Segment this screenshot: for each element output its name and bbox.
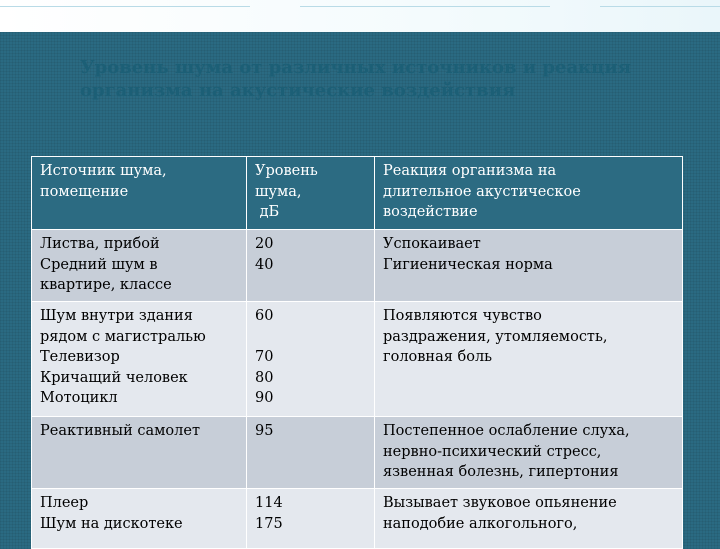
cell-text: Кричащий человек xyxy=(40,369,188,386)
header-text: Источник шума, xyxy=(40,163,167,179)
cell-text: Реактивный самолет xyxy=(40,423,200,439)
cell-text: раздражения, утомляемость, xyxy=(383,328,608,345)
top-decorative-band xyxy=(0,0,720,32)
cell-reaction xyxy=(375,417,683,489)
cell-text: Успокаивает xyxy=(383,236,481,252)
cell-text: Постепенное ослабление слуха, xyxy=(383,423,630,439)
cell-text: 20 xyxy=(255,236,274,252)
cell-text: наподобие алкогольного, xyxy=(383,515,578,532)
cell-text: рядом с магистралью xyxy=(40,328,206,345)
cell-level xyxy=(247,230,375,302)
cell-text: 60 xyxy=(255,308,274,324)
cell-text: Листва, прибой xyxy=(40,236,160,252)
cell-text: нервно-психический стресс, xyxy=(383,443,602,460)
cell-text: 175 xyxy=(255,515,283,532)
header-text: воздействие xyxy=(383,204,478,220)
header-text: дБ xyxy=(255,204,280,220)
cell-text: язвенная болезнь, гипертония xyxy=(383,464,619,480)
slide-title-line: Уровень шума от различных источников и реакция xyxy=(80,57,632,78)
table-row xyxy=(32,230,683,302)
table-row xyxy=(32,302,683,417)
table-header-row xyxy=(32,157,683,230)
cell-text: Плеер xyxy=(40,495,89,511)
cell-text: Средний шум в xyxy=(40,256,158,273)
slide-title-line: организма на акустические воздействия xyxy=(80,80,516,101)
cell-text: Вызывает звуковое опьянение xyxy=(383,495,617,511)
cell-text: Мотоцикл xyxy=(40,390,118,406)
cell-gap xyxy=(255,327,366,348)
cell-text: Телевизор xyxy=(40,349,120,365)
cell-level xyxy=(247,302,375,417)
top-rule-mid xyxy=(300,6,550,7)
cell-text: 70 xyxy=(255,349,274,365)
cell-text: Шум на дискотеке xyxy=(40,515,183,532)
header-text: шума, xyxy=(255,183,302,200)
header-text: длительное акустическое xyxy=(383,183,581,200)
header-text: Уровень xyxy=(255,163,318,179)
cell-text: квартире, классе xyxy=(40,277,172,293)
header-text: Реакция организма на xyxy=(383,163,557,179)
cell-reaction xyxy=(375,230,683,302)
table-row xyxy=(32,417,683,489)
slide-title xyxy=(80,56,680,102)
top-rule-left xyxy=(0,6,250,7)
cell-reaction xyxy=(375,302,683,417)
cell-text: 80 xyxy=(255,369,274,386)
cell-source xyxy=(32,230,247,302)
top-rule-right xyxy=(600,6,720,7)
cell-text: 95 xyxy=(255,423,274,439)
header-level xyxy=(247,157,375,230)
cell-text: Гигиеническая норма xyxy=(383,256,553,273)
cell-text: 40 xyxy=(255,256,274,273)
header-source xyxy=(32,157,247,230)
cell-source xyxy=(32,302,247,417)
noise-level-table xyxy=(31,156,683,549)
cell-text: 114 xyxy=(255,495,283,511)
cell-source xyxy=(32,417,247,489)
cell-text: Шум внутри здания xyxy=(40,308,193,324)
cell-level xyxy=(247,417,375,489)
header-reaction xyxy=(375,157,683,230)
cell-text: головная боль xyxy=(383,349,493,365)
cell-text: Появляются чувство xyxy=(383,308,542,324)
header-text: помещение xyxy=(40,183,129,200)
cell-text: 90 xyxy=(255,390,274,406)
